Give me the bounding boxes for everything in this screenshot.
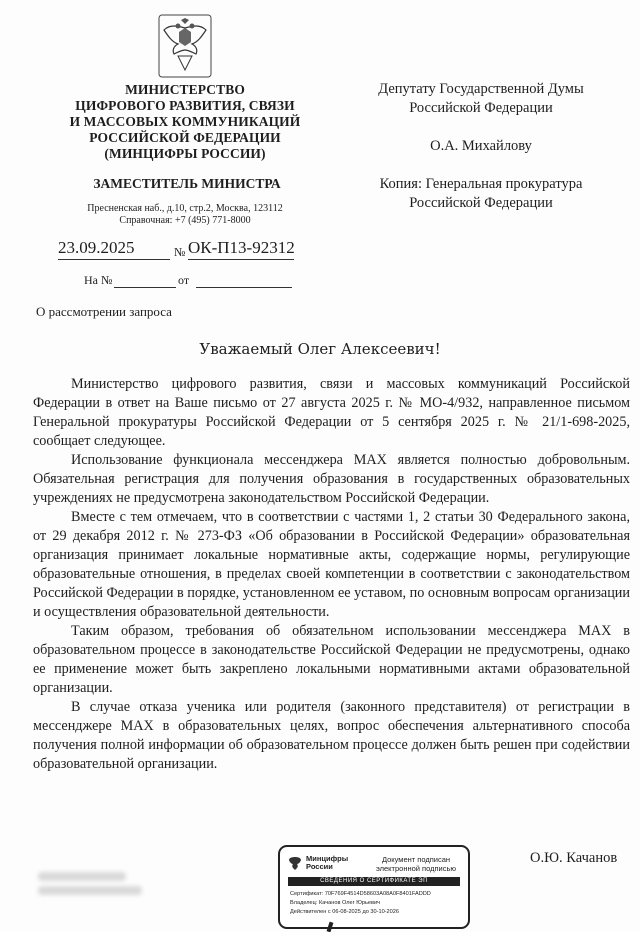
paragraph: В случае отказа ученика или родителя (законного представителя) от регистрации в мессенджере MAX в образовательных целях, вопрос обеспечения альтернативного способа получения полной информации об образовательном процессе должен быть решен при содействии образовательной организации. — [33, 699, 630, 772]
paragraph: Вместе с тем отмечаем, что в соответствии с частями 1, 2 статьи 30 Федерального закона, от 29 декабря 2012 г. № 273-ФЗ «Об образовании в Российской Федерации» образовательная организация принимает локальные нормативные акты, содержащие нормы, регулирующие образовательные отношения, в пределах своей компетенции в соответствии с законодательством Российской Федерации в порядке, установленном ее уставом, по основным вопросам организации и осуществления образовательной деятельности. — [33, 509, 630, 620]
stamp-validity: Действителен с 06-08-2025 до 30-10-2026 — [290, 909, 399, 915]
reference-number-label: На № — [84, 273, 113, 287]
electronic-signature-stamp — [278, 845, 470, 929]
number-sign: № — [174, 245, 186, 259]
stamp-owner: Владелец: Качанов Олег Юрьевич — [290, 900, 381, 906]
greeting: Уважаемый Олег Алексеевич! — [199, 340, 441, 358]
reference-date-label: от — [178, 273, 190, 287]
paragraph: Министерство цифрового развития, связи и массовых коммуникаций Российской Федерации в ответ на Ваше письмо от 27 августа 2025 г. № МО-4/932, направленное письмом Генеральной прокуратуры Российской Федерации от 5 сентября 2025 г. № 21/1-698-2025, сообщает следующее. — [33, 376, 630, 449]
letter-body — [33, 375, 630, 774]
coat-of-arms-icon — [158, 14, 212, 78]
paragraph: Использование функционала мессенджера MAX является полностью добровольным. Обязательная регистрация для получения образования в государственных образовательных учреждениях не предусмотрена законодательством Российской Федерации. — [33, 452, 630, 506]
signatory-name: О.Ю. Качанов — [530, 850, 618, 866]
recipient-name: О.А. Михайлову — [430, 138, 532, 154]
sender-organization: МИНИСТЕРСТВО ЦИФРОВОГО РАЗВИТИЯ, СВЯЗИ И МАССОВЫХ КОММУНИКАЦИЙ РОССИЙСКОЙ ФЕДЕРАЦИИ (МИНЦИФРЫ РОССИИ) — [69, 82, 301, 161]
paragraph: Таким образом, требования об обязательном использовании мессенджера MAX в образовательном процессе в законодательстве Российской Федерации не предусмотрены, однако ее применение может быть закреплено локальными нормативными актами образовательной организации. — [33, 623, 630, 696]
recipient-title: Депутату Государственной Думы Российской Федерации — [378, 81, 584, 116]
redacted-executor-contact — [38, 886, 142, 895]
sender-position: ЗАМЕСТИТЕЛЬ МИНИСТРА — [93, 176, 281, 191]
stamp-certificate-header: СВЕДЕНИЯ О СЕРТИФИКАТЕ ЭП — [288, 877, 460, 886]
registration-number: ОК-П13-92312 — [188, 238, 295, 257]
stamp-organization: Минцифры России — [306, 854, 349, 871]
number-underline — [188, 259, 294, 260]
copy-recipient: Копия: Генеральная прокуратура Российской Федерации — [379, 176, 583, 211]
coat-of-arms-icon — [288, 855, 302, 871]
reference-date-blank — [196, 287, 292, 288]
registration-date: 23.09.2025 — [58, 238, 135, 257]
reference-number-blank — [114, 287, 176, 288]
redacted-executor — [38, 872, 126, 881]
date-underline — [58, 259, 170, 260]
sender-address: Пресненская наб., д.10, стр.2, Москва, 123112 Справочная: +7 (495) 771-8000 — [87, 203, 283, 226]
stamp-certificate: Сертификат: 70F769F4514D58603A08A0F8401FADDD — [290, 891, 431, 897]
stamp-title: Документ подписан электронной подписью — [375, 855, 457, 873]
letter-subject: О рассмотрении запроса — [36, 304, 172, 319]
